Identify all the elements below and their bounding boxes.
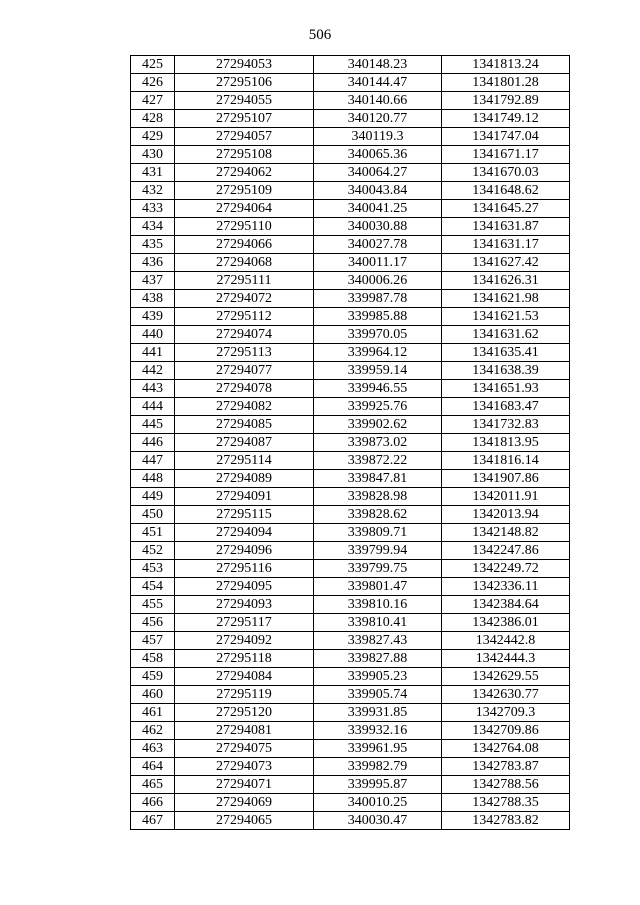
point-number-cell: 435 [131, 236, 175, 254]
y-coordinate-cell: 1342788.35 [442, 794, 570, 812]
point-number-cell: 447 [131, 452, 175, 470]
point-number-cell: 443 [131, 380, 175, 398]
x-coordinate-cell: 340027.78 [314, 236, 442, 254]
point-id-cell: 27294072 [175, 290, 314, 308]
x-coordinate-cell: 339827.43 [314, 632, 442, 650]
x-coordinate-cell: 339873.02 [314, 434, 442, 452]
table-row [131, 74, 570, 92]
table-row [131, 272, 570, 290]
x-coordinate-cell: 340144.47 [314, 74, 442, 92]
x-coordinate-cell: 339847.81 [314, 470, 442, 488]
point-number-cell: 466 [131, 794, 175, 812]
point-number-cell: 442 [131, 362, 175, 380]
point-number-cell: 458 [131, 650, 175, 668]
table-row [131, 722, 570, 740]
point-id-cell: 27295108 [175, 146, 314, 164]
x-coordinate-cell: 339902.62 [314, 416, 442, 434]
x-coordinate-cell: 340030.47 [314, 812, 442, 830]
y-coordinate-cell: 1341671.17 [442, 146, 570, 164]
point-number-cell: 461 [131, 704, 175, 722]
point-number-cell: 452 [131, 542, 175, 560]
x-coordinate-cell: 339964.12 [314, 344, 442, 362]
table-row [131, 488, 570, 506]
table-row [131, 632, 570, 650]
table-row [131, 686, 570, 704]
point-id-cell: 27295118 [175, 650, 314, 668]
point-id-cell: 27294068 [175, 254, 314, 272]
x-coordinate-cell: 339809.71 [314, 524, 442, 542]
table-row [131, 776, 570, 794]
point-number-cell: 464 [131, 758, 175, 776]
table-row [131, 704, 570, 722]
x-coordinate-cell: 339905.23 [314, 668, 442, 686]
table-row [131, 236, 570, 254]
y-coordinate-cell: 1342386.01 [442, 614, 570, 632]
table-row [131, 470, 570, 488]
table-row [131, 434, 570, 452]
point-id-cell: 27294057 [175, 128, 314, 146]
point-number-cell: 439 [131, 308, 175, 326]
point-id-cell: 27295110 [175, 218, 314, 236]
x-coordinate-cell: 340041.25 [314, 200, 442, 218]
x-coordinate-cell: 340065.36 [314, 146, 442, 164]
table-row [131, 128, 570, 146]
table-row [131, 182, 570, 200]
x-coordinate-cell: 339931.85 [314, 704, 442, 722]
y-coordinate-cell: 1341732.83 [442, 416, 570, 434]
point-number-cell: 436 [131, 254, 175, 272]
x-coordinate-cell: 339905.74 [314, 686, 442, 704]
x-coordinate-cell: 339946.55 [314, 380, 442, 398]
point-id-cell: 27295119 [175, 686, 314, 704]
table-row [131, 56, 570, 74]
table-row [131, 668, 570, 686]
point-number-cell: 437 [131, 272, 175, 290]
x-coordinate-cell: 340120.77 [314, 110, 442, 128]
x-coordinate-cell: 339970.05 [314, 326, 442, 344]
y-coordinate-cell: 1341792.89 [442, 92, 570, 110]
point-id-cell: 27295113 [175, 344, 314, 362]
table-row [131, 758, 570, 776]
table-row [131, 254, 570, 272]
point-number-cell: 453 [131, 560, 175, 578]
point-id-cell: 27294069 [175, 794, 314, 812]
point-number-cell: 433 [131, 200, 175, 218]
y-coordinate-cell: 1341631.17 [442, 236, 570, 254]
y-coordinate-cell: 1342783.87 [442, 758, 570, 776]
point-number-cell: 426 [131, 74, 175, 92]
table-row [131, 524, 570, 542]
table-row [131, 614, 570, 632]
table-row [131, 110, 570, 128]
y-coordinate-cell: 1342148.82 [442, 524, 570, 542]
y-coordinate-cell: 1341813.95 [442, 434, 570, 452]
point-number-cell: 455 [131, 596, 175, 614]
y-coordinate-cell: 1341816.14 [442, 452, 570, 470]
point-id-cell: 27294091 [175, 488, 314, 506]
table-row [131, 578, 570, 596]
x-coordinate-cell: 339799.75 [314, 560, 442, 578]
y-coordinate-cell: 1342783.82 [442, 812, 570, 830]
point-id-cell: 27294096 [175, 542, 314, 560]
point-id-cell: 27295115 [175, 506, 314, 524]
point-id-cell: 27294066 [175, 236, 314, 254]
table-row [131, 362, 570, 380]
x-coordinate-cell: 339872.22 [314, 452, 442, 470]
point-id-cell: 27294089 [175, 470, 314, 488]
y-coordinate-cell: 1341635.41 [442, 344, 570, 362]
point-number-cell: 456 [131, 614, 175, 632]
y-coordinate-cell: 1341648.62 [442, 182, 570, 200]
point-number-cell: 445 [131, 416, 175, 434]
point-id-cell: 27295117 [175, 614, 314, 632]
x-coordinate-cell: 339801.47 [314, 578, 442, 596]
x-coordinate-cell: 339828.62 [314, 506, 442, 524]
x-coordinate-cell: 339925.76 [314, 398, 442, 416]
point-number-cell: 465 [131, 776, 175, 794]
y-coordinate-cell: 1342630.77 [442, 686, 570, 704]
x-coordinate-cell: 339828.98 [314, 488, 442, 506]
table-row [131, 344, 570, 362]
y-coordinate-cell: 1342013.94 [442, 506, 570, 524]
x-coordinate-cell: 340064.27 [314, 164, 442, 182]
point-number-cell: 449 [131, 488, 175, 506]
table-row [131, 596, 570, 614]
y-coordinate-cell: 1341749.12 [442, 110, 570, 128]
y-coordinate-cell: 1342247.86 [442, 542, 570, 560]
table-row [131, 164, 570, 182]
y-coordinate-cell: 1341631.87 [442, 218, 570, 236]
x-coordinate-cell: 340043.84 [314, 182, 442, 200]
coordinate-table [130, 55, 570, 830]
y-coordinate-cell: 1341651.93 [442, 380, 570, 398]
table-row [131, 146, 570, 164]
table-row [131, 650, 570, 668]
table-row [131, 398, 570, 416]
x-coordinate-cell: 340119.3 [314, 128, 442, 146]
table-row [131, 560, 570, 578]
x-coordinate-cell: 340140.66 [314, 92, 442, 110]
point-number-cell: 430 [131, 146, 175, 164]
point-id-cell: 27294073 [175, 758, 314, 776]
x-coordinate-cell: 340030.88 [314, 218, 442, 236]
point-id-cell: 27295109 [175, 182, 314, 200]
x-coordinate-cell: 339995.87 [314, 776, 442, 794]
y-coordinate-cell: 1341626.31 [442, 272, 570, 290]
y-coordinate-cell: 1341747.04 [442, 128, 570, 146]
point-number-cell: 434 [131, 218, 175, 236]
y-coordinate-cell: 1341907.86 [442, 470, 570, 488]
x-coordinate-cell: 339799.94 [314, 542, 442, 560]
point-id-cell: 27294062 [175, 164, 314, 182]
point-number-cell: 425 [131, 56, 175, 74]
table-row [131, 380, 570, 398]
point-number-cell: 444 [131, 398, 175, 416]
y-coordinate-cell: 1341683.47 [442, 398, 570, 416]
point-number-cell: 448 [131, 470, 175, 488]
point-id-cell: 27295112 [175, 308, 314, 326]
point-id-cell: 27294078 [175, 380, 314, 398]
point-id-cell: 27294081 [175, 722, 314, 740]
x-coordinate-cell: 339810.16 [314, 596, 442, 614]
y-coordinate-cell: 1341631.62 [442, 326, 570, 344]
point-id-cell: 27295116 [175, 560, 314, 578]
point-number-cell: 463 [131, 740, 175, 758]
point-number-cell: 462 [131, 722, 175, 740]
point-number-cell: 457 [131, 632, 175, 650]
point-id-cell: 27294077 [175, 362, 314, 380]
y-coordinate-cell: 1341621.53 [442, 308, 570, 326]
table-body [131, 56, 570, 830]
x-coordinate-cell: 339961.95 [314, 740, 442, 758]
table-row [131, 740, 570, 758]
table-row [131, 416, 570, 434]
point-number-cell: 450 [131, 506, 175, 524]
y-coordinate-cell: 1342709.86 [442, 722, 570, 740]
point-number-cell: 438 [131, 290, 175, 308]
point-id-cell: 27294071 [175, 776, 314, 794]
point-number-cell: 467 [131, 812, 175, 830]
x-coordinate-cell: 339959.14 [314, 362, 442, 380]
point-number-cell: 451 [131, 524, 175, 542]
x-coordinate-cell: 339985.88 [314, 308, 442, 326]
table-row [131, 812, 570, 830]
point-number-cell: 441 [131, 344, 175, 362]
x-coordinate-cell: 339987.78 [314, 290, 442, 308]
y-coordinate-cell: 1342444.3 [442, 650, 570, 668]
x-coordinate-cell: 340006.26 [314, 272, 442, 290]
point-id-cell: 27294053 [175, 56, 314, 74]
table-row [131, 542, 570, 560]
point-number-cell: 432 [131, 182, 175, 200]
x-coordinate-cell: 339982.79 [314, 758, 442, 776]
y-coordinate-cell: 1342249.72 [442, 560, 570, 578]
y-coordinate-cell: 1342384.64 [442, 596, 570, 614]
point-id-cell: 27294092 [175, 632, 314, 650]
table-row [131, 92, 570, 110]
point-number-cell: 459 [131, 668, 175, 686]
x-coordinate-cell: 339827.88 [314, 650, 442, 668]
point-id-cell: 27294065 [175, 812, 314, 830]
y-coordinate-cell: 1342764.08 [442, 740, 570, 758]
point-number-cell: 428 [131, 110, 175, 128]
point-id-cell: 27295106 [175, 74, 314, 92]
point-number-cell: 460 [131, 686, 175, 704]
point-id-cell: 27294095 [175, 578, 314, 596]
point-number-cell: 454 [131, 578, 175, 596]
point-id-cell: 27295120 [175, 704, 314, 722]
point-id-cell: 27294087 [175, 434, 314, 452]
point-id-cell: 27294093 [175, 596, 314, 614]
point-id-cell: 27294075 [175, 740, 314, 758]
table-row [131, 794, 570, 812]
point-id-cell: 27294082 [175, 398, 314, 416]
table-row [131, 506, 570, 524]
point-id-cell: 27295107 [175, 110, 314, 128]
y-coordinate-cell: 1341645.27 [442, 200, 570, 218]
y-coordinate-cell: 1342788.56 [442, 776, 570, 794]
x-coordinate-cell: 339810.41 [314, 614, 442, 632]
point-number-cell: 429 [131, 128, 175, 146]
y-coordinate-cell: 1342709.3 [442, 704, 570, 722]
point-id-cell: 27294064 [175, 200, 314, 218]
point-number-cell: 440 [131, 326, 175, 344]
point-id-cell: 27294085 [175, 416, 314, 434]
point-number-cell: 431 [131, 164, 175, 182]
table-row [131, 308, 570, 326]
y-coordinate-cell: 1341813.24 [442, 56, 570, 74]
y-coordinate-cell: 1342011.91 [442, 488, 570, 506]
y-coordinate-cell: 1341670.03 [442, 164, 570, 182]
x-coordinate-cell: 340010.25 [314, 794, 442, 812]
table-row [131, 218, 570, 236]
table-row [131, 290, 570, 308]
point-id-cell: 27294084 [175, 668, 314, 686]
y-coordinate-cell: 1342629.55 [442, 668, 570, 686]
y-coordinate-cell: 1341621.98 [442, 290, 570, 308]
table-row [131, 200, 570, 218]
point-id-cell: 27294094 [175, 524, 314, 542]
page-number: 506 [308, 27, 332, 43]
point-id-cell: 27294074 [175, 326, 314, 344]
y-coordinate-cell: 1342336.11 [442, 578, 570, 596]
x-coordinate-cell: 340011.17 [314, 254, 442, 272]
table-row [131, 326, 570, 344]
point-id-cell: 27295111 [175, 272, 314, 290]
y-coordinate-cell: 1341801.28 [442, 74, 570, 92]
point-id-cell: 27294055 [175, 92, 314, 110]
point-number-cell: 446 [131, 434, 175, 452]
y-coordinate-cell: 1342442.8 [442, 632, 570, 650]
point-id-cell: 27295114 [175, 452, 314, 470]
x-coordinate-cell: 339932.16 [314, 722, 442, 740]
table-row [131, 452, 570, 470]
y-coordinate-cell: 1341638.39 [442, 362, 570, 380]
x-coordinate-cell: 340148.23 [314, 56, 442, 74]
point-number-cell: 427 [131, 92, 175, 110]
y-coordinate-cell: 1341627.42 [442, 254, 570, 272]
